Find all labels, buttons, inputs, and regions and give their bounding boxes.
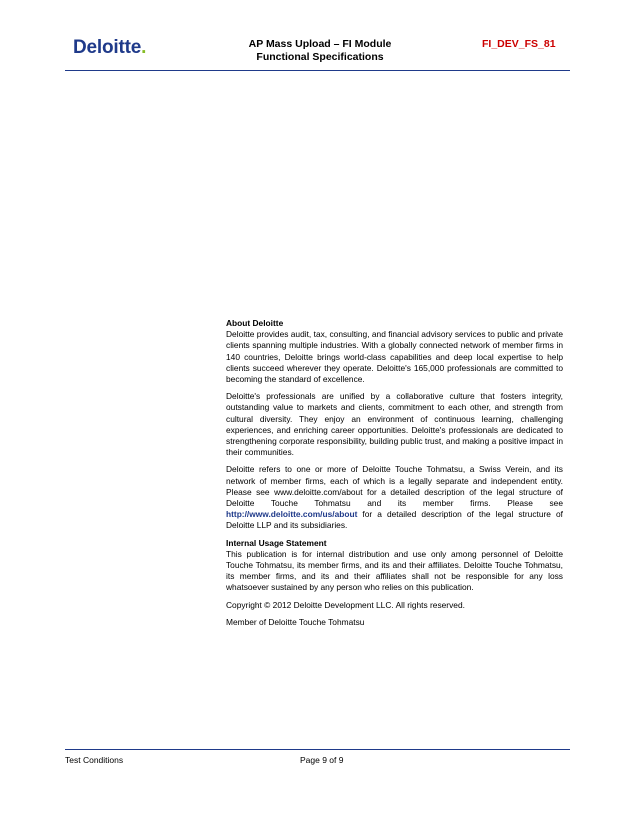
usage-heading: Internal Usage Statement (226, 537, 327, 548)
deloitte-about-link[interactable]: http://www.deloitte.com/us/about (226, 509, 358, 520)
about-paragraph-2: Deloitte's professionals are unified by a collaborative culture that fosters integrity, outstanding value to markets and clients, commitment to each other, and strength from cultural diversity. They enjoy an environment of continuous learning, challenging experiences, and enriching career opportunities. Deloitte's professionals are dedicated to strengthening corporate responsibility, building public trust, and making a positive impact in their communities. (226, 391, 563, 458)
footer-section-name: Test Conditions (65, 755, 124, 765)
header-rule (65, 70, 570, 71)
logo-dot: . (141, 37, 147, 58)
about-heading: About Deloitte (226, 318, 284, 328)
para3-text-2: for a detailed description of the legal structure of Deloitte LLP and its subsidiaries. (226, 509, 563, 531)
logo-wordmark: Deloitte (73, 37, 142, 58)
document-title (230, 38, 410, 64)
member-text: Member of Deloitte Touche Tohmatsu (226, 616, 365, 627)
usage-text: This publication is for internal distribution and use only among personnel of Deloitte Touche Tohmatsu, its member firms, and its and their affiliates. Deloitte Touche Tohmatsu, its member firms, and its and their affiliates shall not be responsible for any loss whatsoever sustained by any person who relies on this publication. (226, 548, 563, 593)
title-line-1: AP Mass Upload – FI Module (248, 38, 392, 50)
footer-rule (65, 749, 570, 750)
page-number: Page 9 of 9 (300, 755, 344, 765)
copyright-text: Copyright © 2012 Deloitte Development LLC. All rights reserved. (226, 599, 465, 610)
about-paragraph-1: Deloitte provides audit, tax, consulting, and financial advisory services to public and private clients spanning multiple industries. With a globally connected network of member firms in 140 countries, Deloitte brings world-class capabilities and deep local expertise to help clients succeed wherever they operate. Deloitte's 165,000 professionals are committed to becoming the standard of excellence. (226, 329, 563, 385)
deloitte-logo (73, 37, 146, 59)
document-code: FI_DEV_FS_81 (482, 38, 556, 50)
title-line-2: Functional Specifications (256, 51, 384, 63)
about-section (226, 318, 563, 634)
para3-text-1: Deloitte refers to one or more of Deloitte Touche Tohmatsu, a Swiss Verein, and its network of member firms, each of which is a legally separate and independent entity. Please see www.deloitte.com/about for a detailed description of the legal structure of Deloitte Touche Tohmatsu and its member firms. Please see (226, 464, 563, 509)
about-paragraph-3 (226, 464, 563, 531)
